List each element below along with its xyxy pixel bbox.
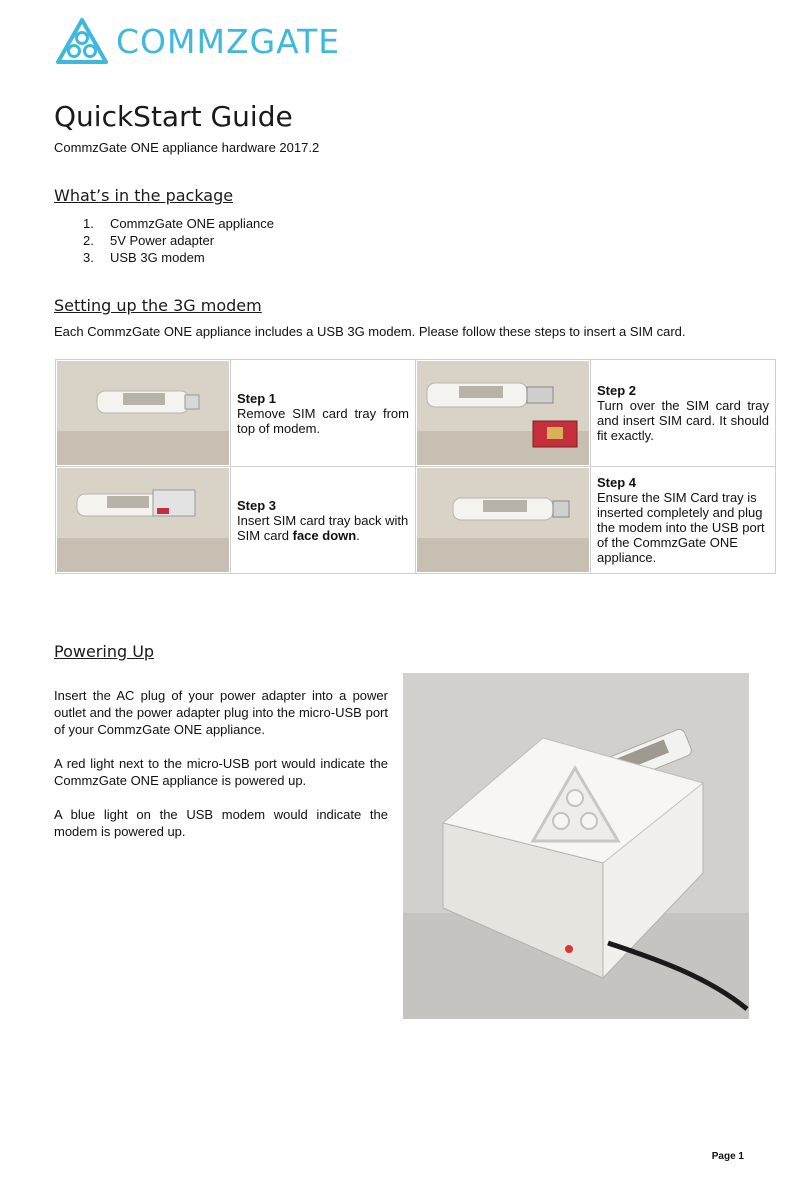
modem-heading: Setting up the 3G modem (54, 296, 262, 315)
step-description: Ensure the SIM Card tray is inserted completely and plug the modem into the USB port of the CommzGate ONE appliance. (597, 490, 765, 565)
list-item (54, 249, 274, 266)
step-title: Step 3 (237, 497, 277, 513)
power-paragraph: A blue light on the USB modem would indicate the modem is powered up. (54, 807, 388, 839)
step-title: Step 2 (597, 383, 637, 398)
list-label: CommzGate ONE appliance (110, 216, 275, 231)
brand-name: COMMZGATE (116, 22, 341, 61)
step-title: Step 4 (597, 475, 637, 490)
brand-logo (54, 16, 374, 68)
power-paragraph: A red light next to the micro-USB port would indicate the CommzGate ONE appliance is powered up. (54, 756, 388, 788)
step1-text-cell (231, 360, 416, 467)
step1-photo-cell (56, 360, 231, 467)
step-description: Turn over the SIM card tray and insert SIM card. It should fit exactly. (597, 398, 769, 443)
step2-text-cell (591, 360, 776, 467)
power-instructions (54, 687, 388, 857)
step-text-before: Insert SIM card tray back with SIM card (237, 512, 409, 543)
package-list (54, 215, 274, 266)
package-heading: What’s in the package (54, 186, 234, 205)
step4-text-cell (591, 467, 776, 574)
modem-intro: Each CommzGate ONE appliance includes a USB 3G modem. Please follow these steps to insert a SIM card. (54, 324, 686, 339)
list-number: 1. (83, 216, 94, 231)
list-number: 2. (83, 233, 94, 248)
list-label: 5V Power adapter (110, 233, 215, 248)
page-title: QuickStart Guide (54, 100, 293, 133)
modem-photo-step1 (57, 361, 229, 465)
step-title: Step 1 (237, 390, 277, 406)
list-label: USB 3G modem (110, 250, 205, 265)
step3-text-cell (231, 467, 416, 574)
power-paragraph: Insert the AC plug of your power adapter into a power outlet and the power adapter plug into the micro-USB port of your CommzGate ONE appliance. (54, 688, 388, 737)
step-description (237, 513, 408, 543)
list-item (54, 232, 274, 249)
page-subtitle: CommzGate ONE appliance hardware 2017.2 (54, 140, 320, 155)
list-item (54, 215, 274, 232)
step2-photo-cell (416, 360, 591, 467)
appliance-photo (403, 673, 749, 1019)
table-row (56, 360, 776, 467)
step4-photo-cell (416, 467, 591, 574)
table-row (56, 467, 776, 574)
list-number: 3. (83, 250, 94, 265)
step-text-bold: face down (292, 527, 357, 543)
page-number: Page 1 (711, 1151, 744, 1162)
steps-table (55, 359, 776, 574)
modem-photo-step2 (417, 361, 589, 465)
step-description: Remove SIM card tray from top of modem. (237, 405, 409, 436)
step3-photo-cell (56, 467, 231, 574)
commzgate-logo-icon (54, 16, 110, 68)
power-heading: Powering Up (54, 642, 155, 661)
modem-photo-step4 (417, 468, 589, 572)
step-text-after: . (356, 527, 360, 543)
modem-photo-step3 (57, 468, 229, 572)
